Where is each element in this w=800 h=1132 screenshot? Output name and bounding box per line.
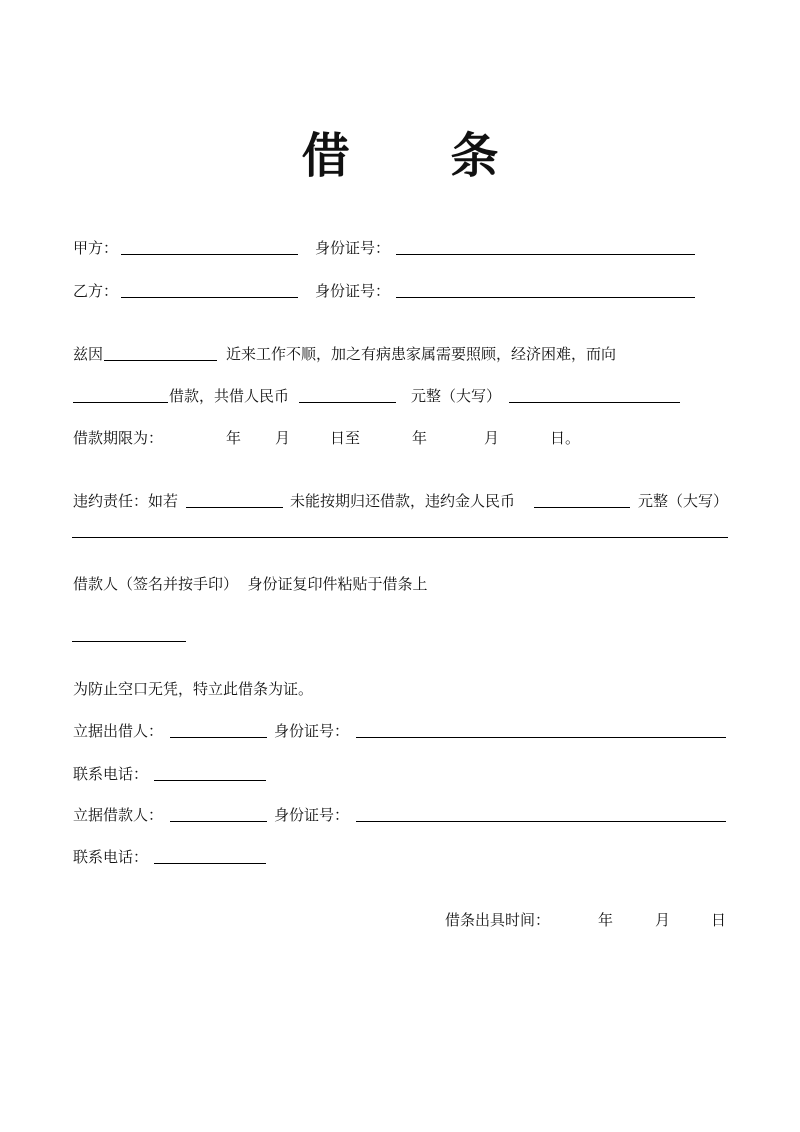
borrower-sign-field[interactable] xyxy=(170,821,267,822)
borrower-id-label: 身份证号： xyxy=(274,806,350,824)
loan-yuan-daxie: 元整（大写） xyxy=(411,387,502,405)
lender-label: 立据出借人： xyxy=(73,722,164,740)
borrower-phone-label: 联系电话： xyxy=(73,848,149,866)
issue-date-month: 月 xyxy=(655,911,671,929)
term-label: 借款期限为： xyxy=(73,429,164,447)
term-month2: 月 xyxy=(484,429,500,447)
lender-phone-label: 联系电话： xyxy=(73,765,149,783)
borrower-phone-field[interactable] xyxy=(154,863,266,864)
lender-name-field[interactable] xyxy=(73,402,168,403)
party-b-id-field[interactable] xyxy=(396,297,695,298)
breach-daxie-field[interactable] xyxy=(72,537,728,538)
borrower-label: 立据借款人： xyxy=(73,806,164,824)
lender-phone-field[interactable] xyxy=(154,780,266,781)
party-a-id-label: 身份证号： xyxy=(315,239,391,257)
proof-text: 为防止空口无凭，特立此借条为证。 xyxy=(73,680,314,698)
breach-amount-field[interactable] xyxy=(534,507,630,508)
term-month1: 月 xyxy=(275,429,291,447)
term-year1: 年 xyxy=(226,429,242,447)
breach-text: 未能按期归还借款，违约金人民币 xyxy=(290,492,516,510)
loan-amount-daxie-field[interactable] xyxy=(509,402,680,403)
reason-field[interactable] xyxy=(104,360,217,361)
breach-label: 违约责任：如若 xyxy=(73,492,179,510)
breach-party-field[interactable] xyxy=(186,507,283,508)
borrower-sign-text: 借款人（签名并按手印） 身份证复印件粘贴于借条上 xyxy=(73,575,428,593)
loan-borrow-text: 借款，共借人民币 xyxy=(169,387,290,405)
issue-date-day: 日 xyxy=(711,911,727,929)
issue-date-label: 借条出具时间： xyxy=(445,911,551,929)
term-day-to: 日至 xyxy=(330,429,361,447)
issue-date-year: 年 xyxy=(598,911,614,929)
document-title: 借 条 xyxy=(301,128,541,184)
party-a-name-field[interactable] xyxy=(121,254,298,255)
reason-text: 近来工作不顺，加之有病患家属需要照顾，经济困难，而向 xyxy=(226,345,617,363)
breach-yuan-daxie: 元整（大写） xyxy=(638,492,729,510)
reason-prefix: 兹因 xyxy=(73,345,104,363)
party-a-label: 甲方： xyxy=(73,239,119,257)
party-b-id-label: 身份证号： xyxy=(315,282,391,300)
loan-amount-field[interactable] xyxy=(299,402,396,403)
borrower-signature-field[interactable] xyxy=(72,641,186,642)
party-b-label: 乙方： xyxy=(73,282,119,300)
party-a-id-field[interactable] xyxy=(396,254,695,255)
lender-id-field[interactable] xyxy=(356,737,726,738)
lender-sign-field[interactable] xyxy=(170,737,267,738)
lender-id-label: 身份证号： xyxy=(274,722,350,740)
term-year2: 年 xyxy=(412,429,428,447)
borrower-id-field[interactable] xyxy=(356,821,726,822)
term-day2: 日。 xyxy=(550,429,581,447)
party-b-name-field[interactable] xyxy=(121,297,298,298)
